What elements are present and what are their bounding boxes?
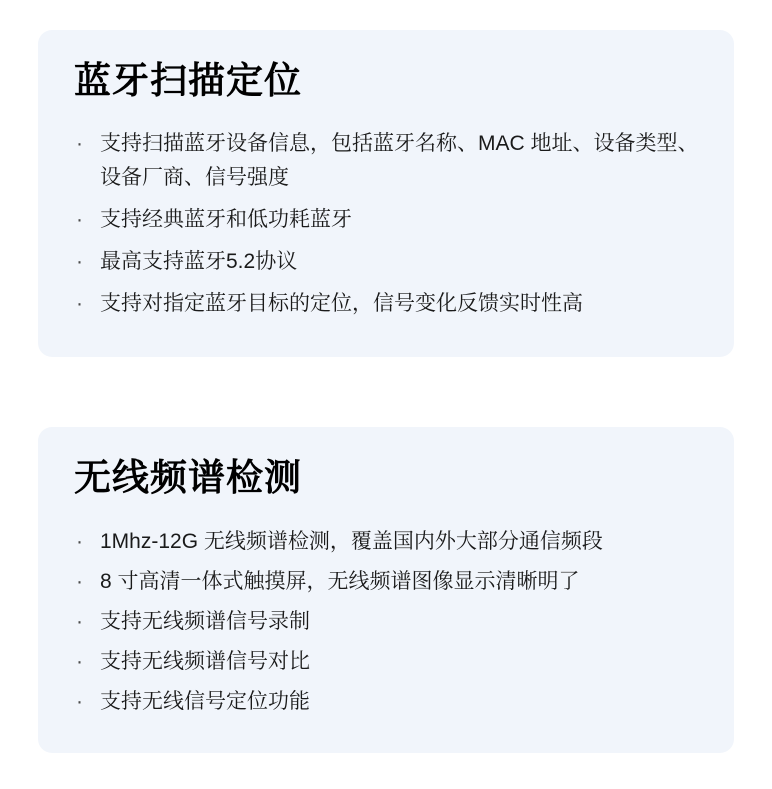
list-item [72,245,700,279]
section-title: 无线频谱检测 [74,456,302,498]
bullet-dot-icon: · [76,650,83,674]
feature-list-spectrum [72,525,700,719]
list-item-text: 支持扫描蓝牙设备信息，包括蓝牙名称、MAC 地址、设备类型、设备厂商、信号强度 [100,131,699,189]
list-item [72,565,700,599]
list-item-text: 支持无线频谱信号录制 [100,610,310,634]
bullet-dot-icon: · [76,291,83,315]
bullet-dot-icon: · [76,530,83,554]
list-item-text: 支持对指定蓝牙目标的定位，信号变化反馈实时性高 [100,291,583,315]
list-item [72,203,700,237]
list-item [72,525,700,559]
list-item-text: 1Mhz-12G 无线频谱检测，覆盖国内外大部分通信频段 [100,530,603,554]
list-item [72,685,700,719]
feature-card-spectrum [38,427,734,754]
list-item-text: 8 寸高清一体式触摸屏，无线频谱图像显示清晰明了 [100,570,580,594]
page-title: 蓝牙扫描定位 [74,60,302,101]
list-item [72,287,700,321]
feature-card-bluetooth [38,30,734,357]
bullet-dot-icon: · [76,207,83,231]
bullet-dot-icon: · [76,690,83,714]
feature-list-bluetooth [72,127,700,321]
list-item [72,127,700,195]
bullet-dot-icon: · [76,249,83,273]
list-item [72,605,700,639]
list-item-text: 支持无线频谱信号对比 [100,650,310,674]
bullet-dot-icon: · [76,570,83,594]
list-item-text: 支持经典蓝牙和低功耗蓝牙 [100,207,352,231]
list-item-text: 支持无线信号定位功能 [100,690,310,714]
bullet-dot-icon: · [76,131,83,155]
list-item-text: 最高支持蓝牙5.2协议 [100,249,298,273]
list-item [72,645,700,679]
bullet-dot-icon: · [76,610,83,634]
